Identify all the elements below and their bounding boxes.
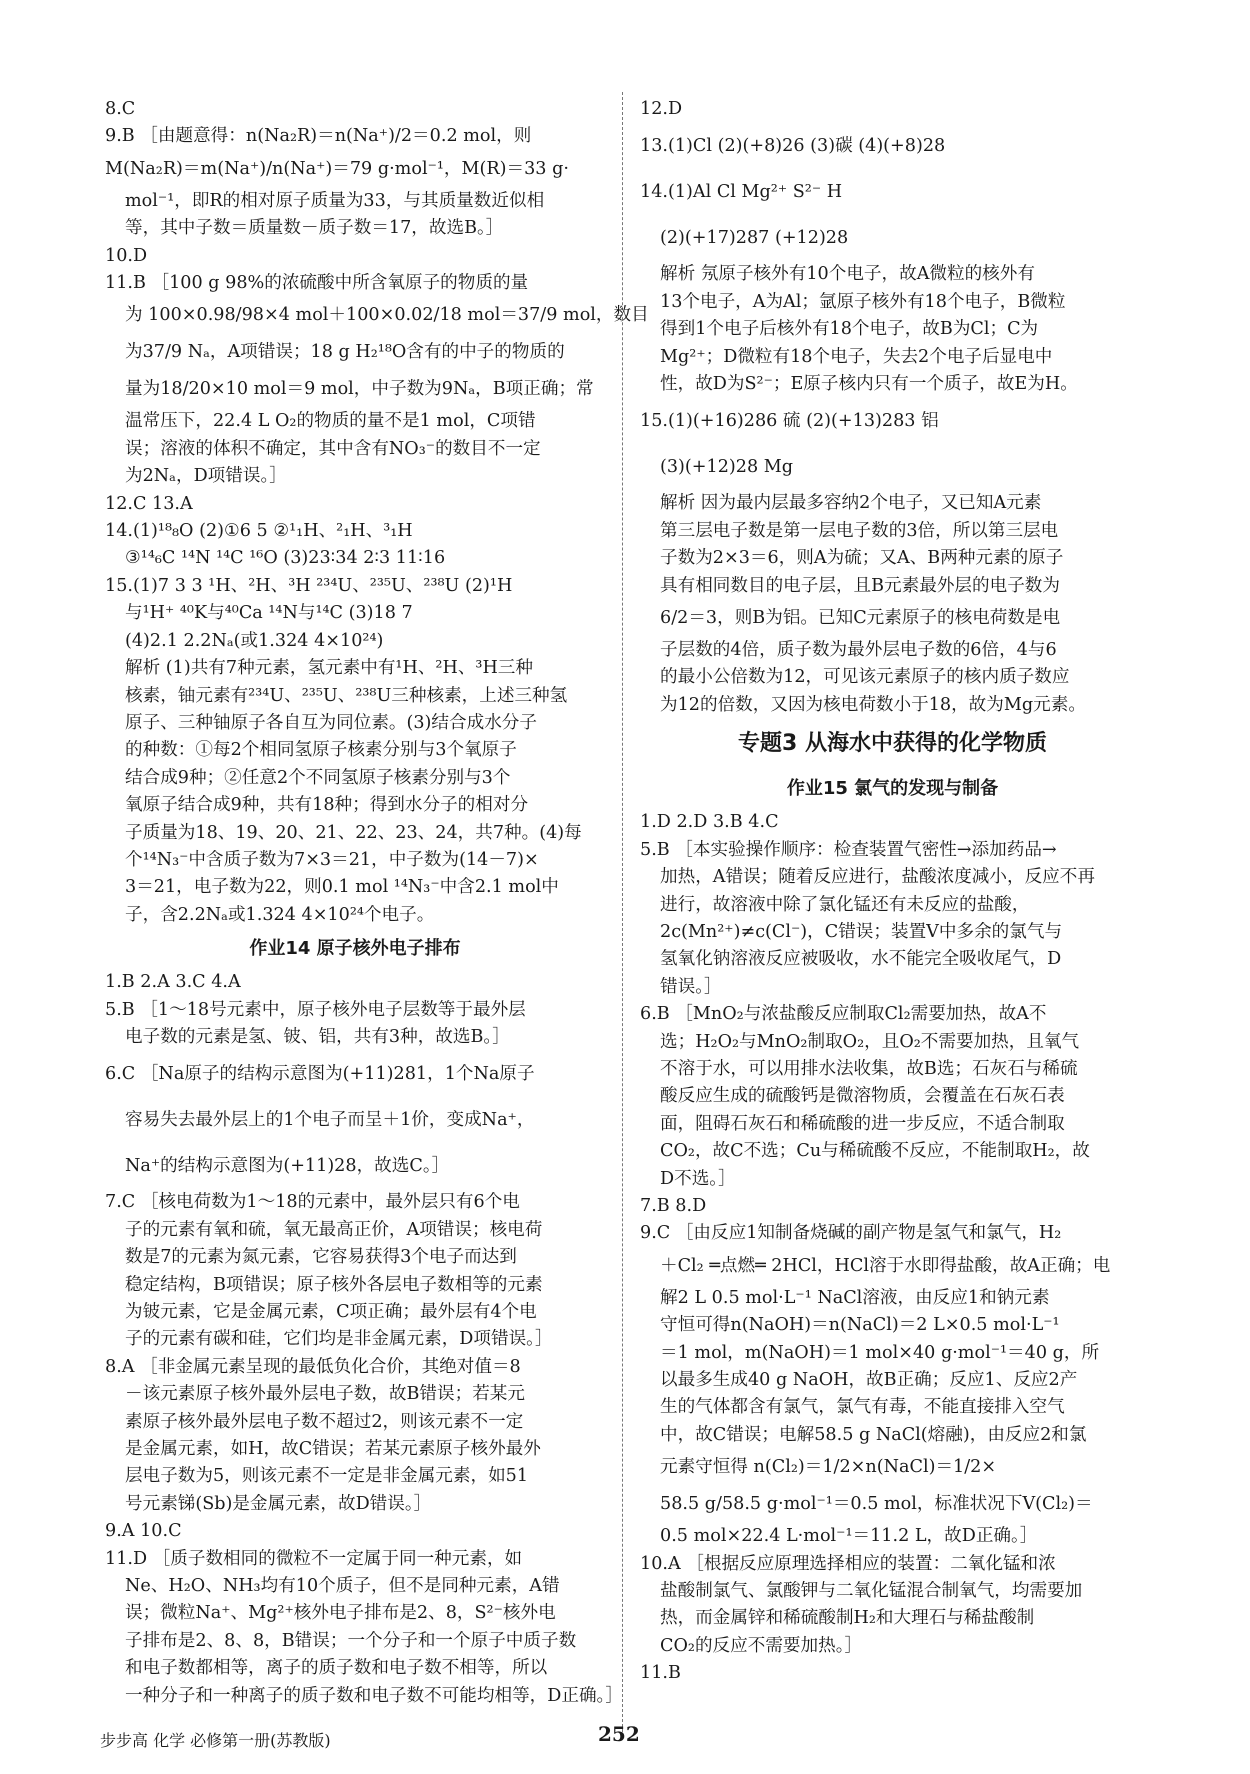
text-line: 2c(Mn²⁺)≠c(Cl⁻)，C错误；装置V中多余的氯气与 — [660, 921, 1063, 942]
text-line: 为2Nₐ，D项错误。］ — [125, 466, 287, 487]
text-line: 原子、三种铀原子各自互为同位素。(3)结合成水分子 — [125, 712, 537, 733]
text-line: 误；溶液的体积不确定，其中含有NO₃⁻的数目不一定 — [125, 438, 541, 459]
text-line: Ne、H₂O、NH₃均有10个质子，但不是同种元素，A错 — [125, 1576, 560, 1597]
text-line: 为 100×0.98/98×4 mol＋100×0.02/18 mol＝37/9 mol，数目 — [125, 305, 649, 326]
text-line: 中，故C错误；电解58.5 g NaCl(熔融)，由反应2和氯 — [660, 1424, 1087, 1445]
page-number: 252 — [598, 1722, 640, 1746]
text-line: 5.B ［1～18号元素中，原子核外电子层数等于最外层 — [105, 999, 526, 1020]
text-line: 不溶于水，可以用排水法收集，故B选；石灰石与稀硫 — [660, 1058, 1078, 1079]
text-line: 选；H₂O₂与MnO₂制取O₂，且O₂不需要加热，且氧气 — [660, 1031, 1080, 1052]
text-line: 为12的倍数，又因为核电荷数小于18，故为Mg元素。 — [660, 694, 1086, 715]
text-line: 氧原子结合成9种，共有18种；得到水分子的相对分 — [125, 795, 529, 816]
text-line: 3＝21，电子数为22，则0.1 mol ¹⁴N₃⁻中含2.1 mol中 — [125, 877, 559, 898]
text-line: 15.(1)(+16)286 硫 (2)(+13)283 铝 — [640, 411, 939, 432]
text-line: 为37/9 Nₐ，A项错误；18 g H₂¹⁸O含有的中子的物质的 — [125, 342, 565, 363]
text-line: 8.C — [105, 99, 136, 119]
text-line: 6.C ［Na原子的结构示意图为(+11)281，1个Na原子 — [105, 1064, 535, 1085]
text-line: 12.C 13.A — [105, 493, 193, 514]
text-line: 5.B ［本实验操作顺序：检查装置气密性→添加药品→ — [640, 839, 1057, 860]
text-line: CO₂，故C不选；Cu与稀硫酸不反应，不能制取H₂，故 — [660, 1141, 1090, 1162]
left-column — [105, 96, 649, 1710]
text-line: 10.D — [105, 245, 148, 266]
text-line: 数是7的元素为氮元素，它容易获得3个电子而达到 — [125, 1247, 517, 1268]
text-line: 热，而金属锌和稀硫酸制H₂和大理石与稀盐酸制 — [660, 1608, 1035, 1629]
text-line: 温常压下，22.4 L O₂的物质的量不是1 mol，C项错 — [125, 411, 536, 432]
text-line: M(Na₂R)＝m(Na⁺)/n(Na⁺)＝79 g·mol⁻¹，M(R)＝33 g· — [105, 158, 569, 179]
text-line: 解析 氖原子核外有10个电子，故A微粒的核外有 — [660, 264, 1035, 285]
section-heading: 专题3 从海水中获得的化学物质 — [738, 731, 1047, 757]
text-line: 氢氧化钠溶液反应被吸收，水不能完全吸收尾气，D — [660, 949, 1062, 970]
text-line: 1.B 2.A 3.C 4.A — [105, 972, 241, 993]
text-line: 9.C ［由反应1知制备烧碱的副产物是氢气和氯气，H₂ — [640, 1223, 1062, 1244]
text-line: 是金属元素，如H，故C错误；若某元素原子核外最外 — [125, 1439, 541, 1460]
text-line: 个¹⁴N₃⁻中含质子数为7×3＝21，中子数为(14－7)× — [125, 849, 539, 870]
text-line: 的最小公倍数为12，可见该元素原子的核内质子数应 — [660, 667, 1070, 688]
text-line: 11.B — [640, 1663, 681, 1684]
text-line: 子的元素有碳和硅，它们均是非金属元素，D项错误。］ — [125, 1329, 553, 1350]
text-line: (4)2.1 2.2Nₐ(或1.324 4×10²⁴) — [125, 630, 384, 651]
text-line: 稳定结构，B项错误；原子核外各层电子数相等的元素 — [125, 1274, 543, 1295]
text-line: 一种分子和一种离子的质子数和电子数不可能均相等，D正确。］ — [125, 1685, 623, 1706]
text-line: 6.B ［MnO₂与浓盐酸反应制取Cl₂需要加热，故A不 — [640, 1004, 1047, 1025]
text-line: 7.C ［核电荷数为1～18的元素中，最外层只有6个电 — [105, 1192, 520, 1213]
text-line: 性，故D为S²⁻；E原子核内只有一个质子，故E为H。 — [660, 374, 1078, 395]
text-line: 子的元素有氧和硫，氧无最高正价，A项错误；核电荷 — [125, 1219, 543, 1240]
text-line: ③¹⁴₆C ¹⁴N ¹⁴C ¹⁶O (3)23∶34 2∶3 11∶16 — [125, 548, 446, 569]
text-line: 得到1个电子后核外有18个电子，故B为Cl；C为 — [660, 319, 1039, 340]
text-line: 错误。］ — [660, 976, 722, 997]
text-line: 加热，A错误；随着反应进行，盐酸浓度减小，反应不再 — [660, 867, 1095, 888]
text-line: 15.(1)7 3 3 ¹H、²H、³H ²³⁴U、²³⁵U、²³⁸U (2)¹H — [105, 575, 513, 596]
text-line: 电子数的元素是氢、铍、铝，共有3种，故选B。］ — [125, 1026, 510, 1047]
text-line: 层电子数为5，则该元素不一定是非金属元素，如51 — [125, 1466, 529, 1487]
text-line: (2)(+17)287 (+12)28 — [660, 228, 849, 249]
text-line: 子质量为18、19、20、21、22、23、24，共7种。(4)每 — [125, 822, 582, 843]
text-line: 与¹H⁺ ⁴⁰K与⁴⁰Ca ¹⁴N与¹⁴C (3)18 7 — [125, 603, 413, 624]
text-line: 解2 L 0.5 mol·L⁻¹ NaCl溶液，由反应1和钠元素 — [660, 1287, 1050, 1308]
text-line: 具有相同数目的电子层，且B元素最外层的电子数为 — [660, 575, 1060, 596]
text-line: (3)(+12)28 Mg — [660, 457, 794, 478]
right-column — [640, 96, 1145, 1688]
text-line: 量为18/20×10 mol＝9 mol，中子数为9Nₐ，B项正确；常 — [125, 379, 594, 400]
text-line: 子排布是2、8、8，B错误；一个分子和一个原子中质子数 — [125, 1630, 577, 1651]
text-line: 和电子数都相等，离子的质子数和电子数不相等，所以 — [125, 1658, 548, 1679]
text-line: 守恒可得n(NaOH)＝n(NaCl)＝2 L×0.5 mol·L⁻¹ — [660, 1315, 1060, 1336]
text-line: 9.B ［由题意得：n(Na₂R)＝n(Na⁺)/2＝0.2 mol，则 — [105, 126, 532, 147]
text-line: 盐酸制氯气、氯酸钾与二氧化锰混合制氧气，均需要加 — [660, 1581, 1083, 1602]
section-heading: 作业14 原子核外电子排布 — [249, 938, 461, 960]
text-line: 11.B ［100 g 98%的浓硫酸中所含氧原子的物质的量 — [105, 273, 529, 294]
column-divider — [622, 92, 623, 1732]
text-line: 生的气体都含有氯气，氯气有毒，不能直接排入空气 — [660, 1397, 1065, 1418]
text-line: 12.D — [640, 99, 683, 119]
text-line: ＋Cl₂ ═点燃═ 2HCl，HCl溶于水即得盐酸，故A正确；电 — [660, 1255, 1111, 1276]
text-line: 7.B 8.D — [640, 1195, 707, 1216]
text-line: 号元素锑(Sb)是金属元素，故D错误。］ — [125, 1493, 432, 1514]
text-line: 14.(1)Al Cl Mg²⁺ S²⁻ H — [640, 182, 843, 203]
text-line: 解析 (1)共有7种元素，氢元素中有¹H、²H、³H三种 — [125, 658, 533, 679]
text-line: 1.D 2.D 3.B 4.C — [640, 812, 779, 833]
book-footer: 步步高 化学 必修第一册(苏教版) — [100, 1731, 331, 1750]
text-line: Na⁺的结构示意图为(+11)28，故选C。］ — [125, 1156, 450, 1177]
text-line: CO₂的反应不需要加热。］ — [660, 1635, 863, 1656]
text-line: 0.5 mol×22.4 L·mol⁻¹＝11.2 L，故D正确。］ — [660, 1526, 1038, 1547]
text-line: 8.A ［非金属元素呈现的最低负化合价，其绝对值＝8 — [105, 1356, 521, 1377]
text-line: 14.(1)¹⁸₈O (2)①6 5 ②¹₁H、²₁H、³₁H — [105, 521, 413, 542]
text-line: 6/2＝3，则B为铝。已知C元素原子的核电荷数是电 — [660, 608, 1061, 629]
text-line: 素原子核外最外层电子数不超过2，则该元素不一定 — [125, 1411, 524, 1432]
text-line: 13个电子，A为Al；氩原子核外有18个电子，B微粒 — [660, 291, 1066, 312]
text-line: ＝1 mol，m(NaOH)＝1 mol×40 g·mol⁻¹＝40 g，所 — [660, 1342, 1100, 1363]
text-line: 为铍元素，它是金属元素，C项正确；最外层有4个电 — [125, 1302, 537, 1322]
text-line: 元素守恒得 n(Cl₂)＝1/2×n(NaCl)＝1/2× — [660, 1457, 997, 1478]
text-line: 以最多生成40 g NaOH，故B正确；反应1、反应2产 — [660, 1370, 1078, 1390]
text-line: －该元素原子核外最外层电子数，故B错误；若某元 — [125, 1384, 525, 1405]
text-line: 58.5 g/58.5 g·mol⁻¹＝0.5 mol，标准状况下V(Cl₂)＝ — [660, 1494, 1093, 1515]
text-line: 11.D ［质子数相同的微粒不一定属于同一种元素，如 — [105, 1548, 523, 1569]
text-line: 第三层电子数是第一层电子数的3倍，所以第三层电 — [660, 520, 1059, 541]
text-line: 子数为2×3＝6，则A为硫；又A、B两种元素的原子 — [660, 548, 1064, 569]
text-line: D不选。］ — [660, 1168, 736, 1189]
text-line: 误；微粒Na⁺、Mg²⁺核外电子排布是2、8，S²⁻核外电 — [125, 1603, 556, 1624]
text-line: Mg²⁺；D微粒有18个电子，失去2个电子后显电中 — [660, 346, 1053, 367]
text-line: 酸反应生成的硫酸钙是微溶物质，会覆盖在石灰石表 — [660, 1086, 1065, 1107]
text-line: 面，阻碍石灰石和稀硫酸的进一步反应，不适合制取 — [660, 1113, 1065, 1134]
text-line: 的种数：①每2个相同氢原子核素分别与3个氧原子 — [125, 740, 517, 761]
text-line: 核素，铀元素有²³⁴U、²³⁵U、²³⁸U三种核素，上述三种氢 — [125, 685, 568, 706]
text-line: 结合成9种；②任意2个不同氢原子核素分别与3个 — [125, 767, 511, 788]
text-line: 子层数的4倍，质子数为最外层电子数的6倍，4与6 — [660, 640, 1057, 661]
text-line: 解析 因为最内层最多容纳2个电子，又已知A元素 — [660, 493, 1042, 514]
text-line: 进行，故溶液中除了氯化锰还有未反应的盐酸， — [660, 894, 1030, 915]
text-line: 9.A 10.C — [105, 1521, 182, 1542]
text-line: 13.(1)Cl (2)(+8)26 (3)碳 (4)(+8)28 — [640, 136, 946, 157]
text-line: 容易失去最外层上的1个电子而呈＋1价，变成Na⁺， — [125, 1110, 535, 1131]
text-line: 子，含2.2Nₐ或1.324 4×10²⁴个电子。 — [125, 904, 435, 925]
section-heading: 作业15 氯气的发现与制备 — [786, 778, 999, 800]
text-line: mol⁻¹，即R的相对原子质量为33，与其质量数近似相 — [125, 190, 545, 211]
text-line: 10.A ［根据反应原理选择相应的装置：二氧化锰和浓 — [640, 1553, 1056, 1574]
text-line: 等，其中子数＝质量数－质子数＝17，故选B。］ — [125, 218, 504, 239]
